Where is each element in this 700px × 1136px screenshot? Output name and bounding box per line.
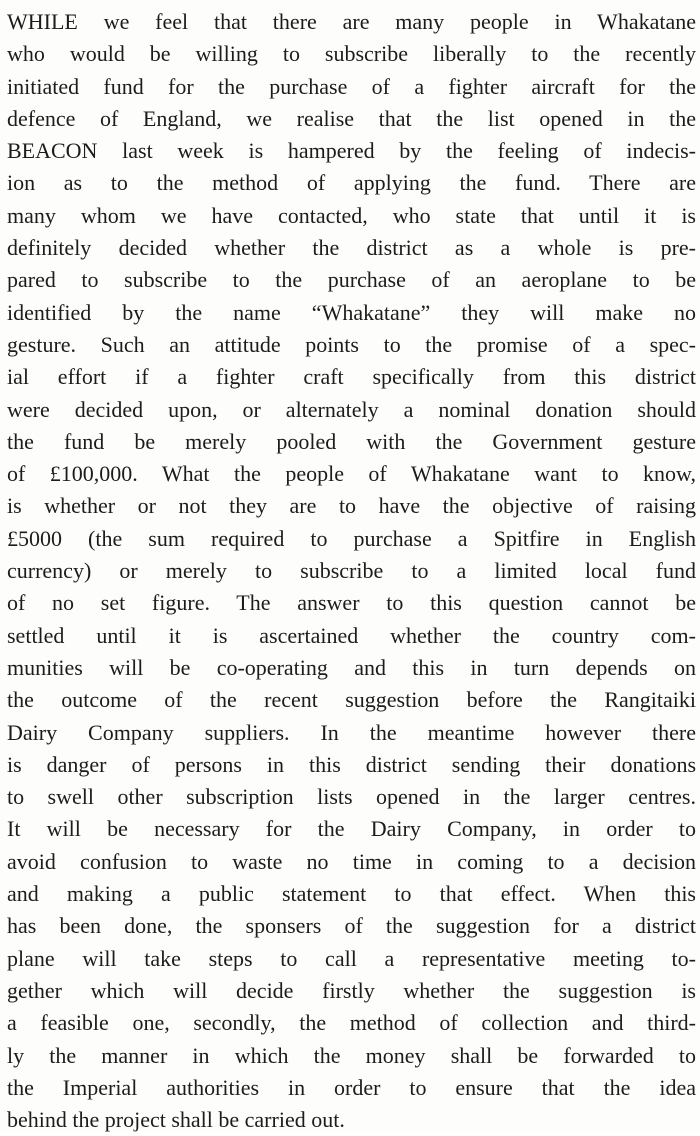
text-line: many whom we have contacted, who state that until it is [7,202,696,228]
text-line: definitely decided whether the district as a whole is pre- [7,235,696,261]
text-line: of no set figure. The answer to this question cannot be [7,590,696,616]
text-line: pared to subscribe to the purchase of an aeroplane to be [7,267,696,293]
text-line-last: behind the project shall be carried out. [7,1107,345,1133]
text-line: and making a public statement to that effect. When this [7,881,696,907]
text-line: the fund be merely pooled with the Government gesture [7,428,696,454]
text-line: ial effort if a fighter craft specifically from this district [7,364,696,390]
text-line: has been done, the sponsers of the suggestion for a district [7,913,696,939]
text-line: avoid confusion to waste no time in coming to a decision [7,848,696,874]
text-line: is whether or not they are to have the objective of raising [7,493,696,519]
text-line: Dairy Company suppliers. In the meantime however there [7,719,696,745]
text-line: ion as to the method of applying the fund. There are [7,170,696,196]
text-line: is danger of persons in this district sending their donations [7,751,696,777]
text-line: the Imperial authorities in order to ensure that the idea [7,1074,696,1100]
text-line: identified by the name “Whakatane” they will make no [7,299,696,325]
text-line: munities will be co-operating and this in turn depends on [7,654,696,680]
text-line: BEACON last week is hampered by the feeling of indecis- [7,138,696,164]
text-line: gesture. Such an attitude points to the promise of a spec- [7,331,696,357]
text-line: were decided upon, or alternately a nominal donation should [7,396,696,422]
text-line: defence of England, we realise that the list opened in the [7,105,696,131]
text-line: plane will take steps to call a representative meeting to- [7,945,696,971]
text-line: ly the manner in which the money shall be forwarded to [7,1042,696,1068]
text-line: initiated fund for the purchase of a fighter aircraft for the [7,73,696,99]
text-line: WHILE we feel that there are many people in Whakatane [7,9,696,34]
text-line: to swell other subscription lists opened in the larger centres. [7,784,696,810]
text-line: a feasible one, secondly, the method of collection and third- [7,1010,696,1036]
text-line: of £100,000. What the people of Whakatane want to know, [7,461,696,487]
text-line: It will be necessary for the Dairy Company, in order to [7,816,696,842]
text-line: gether which will decide firstly whether the suggestion is [7,977,696,1003]
text-line: the outcome of the recent suggestion before the Rangitaiki [7,687,696,713]
text-line: settled until it is ascertained whether the country com- [7,622,696,648]
text-line: currency) or merely to subscribe to a limited local fund [7,558,696,584]
text-line: who would be willing to subscribe liberally to the recently [7,41,696,67]
text-line: £5000 (the sum required to purchase a Spitfire in English [7,525,696,551]
